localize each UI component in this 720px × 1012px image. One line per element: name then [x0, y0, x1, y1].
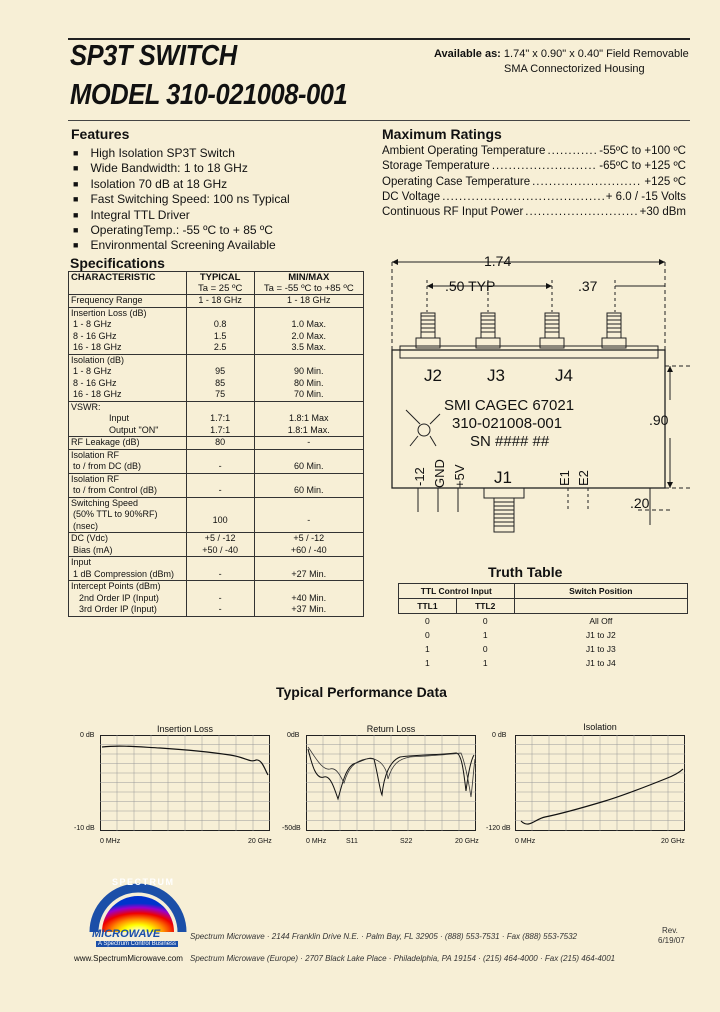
features-title: Features — [71, 126, 130, 142]
feature-item: ■ OperatingTemp.: -55 ºC to + 85 ºC — [73, 223, 290, 238]
feature-item: ■ Integral TTL Driver — [73, 208, 290, 223]
rating-value: + 6.0 / -15 Volts — [605, 190, 686, 203]
availability-housing: SMA Connectorized Housing — [504, 63, 645, 75]
spec-cell — [186, 307, 254, 319]
spec-table — [68, 271, 364, 617]
chart1-xl: 0 MHz — [100, 838, 121, 845]
footer-address-europe: Spectrum Microwave (Europe) · 2707 Black Lake Place · Philadelphia, PA 19154 · (215) 464-4000 · Fax (215) 464-4001 — [190, 954, 616, 963]
rating-label: Operating Case Temperature — [382, 175, 531, 188]
spec-cell — [254, 581, 363, 593]
truth-row — [399, 656, 688, 670]
spec-cell — [254, 497, 363, 509]
spec-cell: 1.8:1 Max. — [254, 425, 363, 437]
dim-width: 1.74 — [484, 253, 512, 269]
spec-cell: (50% TTL to 90%RF) (nsec) — [69, 509, 187, 533]
spec-cell: 16 - 18 GHz — [69, 389, 187, 401]
availability-note — [434, 47, 689, 61]
spec-header: TYPICAL — [186, 272, 254, 284]
pin-label-e1: E1 — [557, 470, 572, 486]
footer-rev: Rev. — [662, 926, 678, 935]
spec-cell: to / from DC (dB) — [69, 461, 187, 473]
spec-cell: 2.5 — [186, 342, 254, 354]
spec-row — [69, 342, 364, 354]
spec-subheader-row — [69, 283, 364, 295]
spec-cell: +5 / -12 — [186, 533, 254, 545]
truth-cell: 0 — [482, 644, 488, 654]
truth-row — [399, 628, 688, 642]
spec-cell: +50 / -40 — [186, 545, 254, 557]
spec-cell — [186, 497, 254, 509]
spec-cell: Output "ON" — [69, 425, 187, 437]
truth-header-ttl: TTL Control Input — [399, 584, 515, 599]
spec-cell: Input — [69, 557, 187, 569]
spec-cell: 1.5 — [186, 331, 254, 343]
spec-cell — [186, 401, 254, 413]
spec-cell: +37 Min. — [254, 604, 363, 616]
spec-cell — [186, 354, 254, 366]
chart3-ytop: 0 dB — [492, 732, 507, 739]
spec-cell — [254, 401, 363, 413]
chart2-xr: 20 GHz — [455, 838, 479, 845]
spec-cell: 1.7:1 — [186, 425, 254, 437]
spec-header-row — [69, 272, 364, 284]
spec-cell: 90 Min. — [254, 366, 363, 378]
insertion-loss-chart — [100, 735, 270, 831]
availability-label: Available as: — [434, 48, 501, 60]
spec-row — [69, 509, 364, 533]
spec-row — [69, 533, 364, 545]
spec-cell — [254, 473, 363, 485]
spec-cell: 1 - 8 GHz — [69, 319, 187, 331]
spec-row — [69, 378, 364, 390]
spec-row — [69, 581, 364, 593]
footer-address-us: Spectrum Microwave · 2144 Franklin Drive N.E. · Palm Bay, FL 32905 · (888) 553-7531 · Fax (888) 553-7532 — [190, 932, 577, 941]
feature-item: ■ Environmental Screening Available — [73, 238, 290, 253]
spec-row — [69, 413, 364, 425]
spec-row — [69, 331, 364, 343]
spec-cell: 1.8:1 Max — [254, 413, 363, 425]
chart1-ybot: -10 dB — [74, 825, 95, 832]
rating-value: +125 ºC — [644, 175, 686, 188]
rating-label: DC Voltage — [382, 190, 441, 203]
spec-subheader: Ta = -55 ºC to +85 ºC — [254, 283, 363, 295]
truth-sub-ttl2: TTL2 — [456, 599, 514, 614]
spec-row — [69, 366, 364, 378]
truth-cell: 0 — [425, 630, 430, 640]
spec-cell: +27 Min. — [254, 569, 363, 581]
spec-row — [69, 497, 364, 509]
truth-cell: 1 — [425, 644, 430, 654]
spec-cell — [254, 557, 363, 569]
spec-cell — [254, 449, 363, 461]
spec-row — [69, 473, 364, 485]
spec-cell: Switching Speed — [69, 497, 187, 509]
pin-label-m12: -12 — [412, 467, 427, 486]
spec-cell: Insertion Loss (dB) — [69, 307, 187, 319]
spec-row — [69, 307, 364, 319]
spec-cell — [254, 354, 363, 366]
spec-cell: Input — [69, 413, 187, 425]
pin-label-e2: E2 — [576, 470, 591, 486]
spec-cell: 2nd Order IP (Input) — [69, 593, 187, 605]
spec-row — [69, 569, 364, 581]
rating-row — [382, 159, 686, 174]
ratings-block — [382, 126, 686, 220]
rating-row — [382, 190, 686, 205]
chart2-ytop: 0dB — [287, 732, 300, 739]
rating-label: Ambient Operating Temperature — [382, 145, 546, 157]
spec-cell: 2.0 Max. — [254, 331, 363, 343]
chart3-xr: 20 GHz — [661, 838, 685, 845]
spec-row — [69, 401, 364, 413]
spec-cell: - — [186, 593, 254, 605]
spec-row — [69, 557, 364, 569]
ratings-title: Maximum Ratings — [382, 126, 502, 142]
pin-label-p5v: +5V — [452, 464, 467, 488]
spec-header: MIN/MAX — [254, 272, 363, 284]
label-cagec: SMI CAGEC 67021 — [444, 397, 575, 414]
port-j1: J1 — [494, 468, 512, 487]
truth-sub-ttl1: TTL1 — [399, 599, 457, 614]
spec-cell: 95 — [186, 366, 254, 378]
spec-cell: - — [254, 509, 363, 533]
spec-cell: DC (Vdc) — [69, 533, 187, 545]
rating-value: +30 dBm — [639, 206, 686, 219]
spec-cell: 0.8 — [186, 319, 254, 331]
dim-height: .90 — [649, 412, 669, 428]
spec-cell: 1 - 18 GHz — [254, 295, 363, 308]
footer-date: 6/19/07 — [658, 936, 685, 945]
chart-title-return-loss: Return Loss — [366, 724, 416, 734]
spec-cell: 100 — [186, 509, 254, 533]
chart2-xl: 0 MHz — [306, 838, 327, 845]
spec-row — [69, 545, 364, 557]
chart-title-isolation: Isolation — [583, 722, 617, 732]
specs-title: Specifications — [70, 255, 165, 271]
spec-cell: +60 / -40 — [254, 545, 363, 557]
spec-cell: to / from Control (dB) — [69, 485, 187, 497]
spec-cell: 1 - 18 GHz — [186, 295, 254, 308]
truth-header-position: Switch Position — [514, 584, 687, 599]
spec-cell: +5 / -12 — [254, 533, 363, 545]
spec-row — [69, 295, 364, 308]
spec-cell: Isolation (dB) — [69, 354, 187, 366]
spec-cell: 85 — [186, 378, 254, 390]
port-j4: J4 — [555, 366, 573, 385]
spec-row — [69, 604, 364, 616]
performance-title: Typical Performance Data — [276, 684, 447, 700]
dim-pin: .20 — [630, 495, 650, 511]
truth-cell: J1 to J4 — [585, 658, 616, 668]
spec-cell: 80 Min. — [254, 378, 363, 390]
rating-label: Storage Temperature — [382, 160, 490, 173]
spec-body — [69, 295, 364, 617]
spec-subheader: Ta = 25 ºC — [186, 283, 254, 295]
spec-cell — [186, 473, 254, 485]
truth-title: Truth Table — [488, 564, 563, 580]
truth-cell: 1 — [425, 658, 430, 668]
spec-row — [69, 319, 364, 331]
truth-cell: All Off — [589, 616, 613, 626]
truth-cell: 1 — [482, 658, 488, 668]
feature-item: ■ Wide Bandwidth: 1 to 18 GHz — [73, 161, 290, 176]
truth-cell: J1 to J3 — [585, 644, 616, 654]
rating-row — [382, 205, 686, 220]
spec-cell: 8 - 16 GHz — [69, 378, 187, 390]
pin-label-gnd: GND — [432, 459, 447, 488]
spec-cell — [186, 557, 254, 569]
rating-row — [382, 175, 686, 190]
model-number: MODEL 310-021008-001 — [70, 79, 348, 111]
section-rule — [68, 120, 690, 121]
rating-label: Continuous RF Input Power — [382, 206, 524, 219]
spec-cell — [186, 581, 254, 593]
spec-cell: 1.7:1 — [186, 413, 254, 425]
spec-row — [69, 437, 364, 450]
logo-text-top: SPECTRUM — [112, 877, 175, 887]
spec-cell: 3.5 Max. — [254, 342, 363, 354]
spec-cell: - — [254, 437, 363, 450]
spec-cell: Isolation RF — [69, 473, 187, 485]
feature-item: ■ Isolation 70 dB at 18 GHz — [73, 177, 290, 192]
truth-row — [399, 614, 688, 629]
chart1-ytop: 0 dB — [80, 732, 95, 739]
spec-cell: +40 Min. — [254, 593, 363, 605]
connector-j2 — [416, 313, 440, 348]
truth-table — [398, 583, 688, 670]
spec-cell — [254, 307, 363, 319]
spec-header: CHARACTERISTIC — [69, 272, 187, 284]
truth-row — [399, 642, 688, 656]
isolation-trace — [521, 769, 683, 824]
chart1-xr: 20 GHz — [248, 838, 272, 845]
rating-value: -55ºC to +100 ºC — [599, 145, 686, 157]
spec-cell: VSWR: — [69, 401, 187, 413]
footer-website[interactable]: www.SpectrumMicrowave.com — [74, 954, 183, 963]
truth-cell: 0 — [482, 616, 488, 626]
label-model: 310-021008-001 — [452, 415, 563, 432]
spec-cell: - — [186, 461, 254, 473]
spec-cell: - — [186, 485, 254, 497]
spec-cell: 1 dB Compression (dBm) — [69, 569, 187, 581]
rating-row — [382, 144, 686, 159]
chart3-ybot: -120 dB — [486, 825, 511, 832]
return-loss-chart — [306, 735, 476, 831]
chart-title-insertion-loss: Insertion Loss — [156, 724, 214, 734]
s22-trace — [308, 747, 475, 797]
port-j3: J3 — [487, 366, 505, 385]
chart2-xm2: S22 — [400, 838, 413, 845]
spec-row — [69, 389, 364, 401]
spec-subheader — [69, 283, 187, 295]
features-list — [73, 146, 290, 254]
spec-row — [69, 485, 364, 497]
isolation-chart — [515, 735, 685, 831]
feature-item: ■ High Isolation SP3T Switch — [73, 146, 290, 161]
spec-row — [69, 593, 364, 605]
spec-cell: 70 Min. — [254, 389, 363, 401]
truth-cell: 0 — [425, 616, 430, 626]
spec-cell: 80 — [186, 437, 254, 450]
spec-cell: 1.0 Max. — [254, 319, 363, 331]
truth-cell: J1 to J2 — [585, 630, 616, 640]
spec-row — [69, 449, 364, 461]
spec-cell: - — [186, 604, 254, 616]
spec-cell: Isolation RF — [69, 449, 187, 461]
spec-cell: 8 - 16 GHz — [69, 331, 187, 343]
port-j2: J2 — [424, 366, 442, 385]
spec-cell: - — [186, 569, 254, 581]
spec-cell: 1 - 8 GHz — [69, 366, 187, 378]
spec-cell: RF Leakage (dB) — [69, 437, 187, 450]
truth-header-row — [399, 584, 688, 599]
availability-dimensions: 1.74" x 0.90" x 0.40" Field Removable — [503, 48, 689, 60]
spec-cell: 60 Min. — [254, 461, 363, 473]
spec-row — [69, 354, 364, 366]
logo-text-sub: A Spectrum Control Business — [98, 941, 177, 947]
dim-pitch: .50 TYP — [445, 278, 496, 294]
dim-edge: .37 — [578, 278, 598, 294]
spec-row — [69, 461, 364, 473]
spec-row — [69, 425, 364, 437]
rating-value: -65ºC to +125 ºC — [599, 160, 686, 173]
spec-cell: Frequency Range — [69, 295, 187, 308]
spec-cell: 3rd Order IP (Input) — [69, 604, 187, 616]
spec-cell: 60 Min. — [254, 485, 363, 497]
spec-cell: Intercept Points (dBm) — [69, 581, 187, 593]
logo-text-mid: MICROWAVE — [92, 928, 161, 940]
chart2-xm: S11 — [346, 838, 358, 845]
product-title: SP3T SWITCH — [70, 40, 237, 72]
spec-cell: Bias (mA) — [69, 545, 187, 557]
truth-subheader-row — [399, 599, 688, 614]
spec-cell — [186, 449, 254, 461]
spec-cell: 16 - 18 GHz — [69, 342, 187, 354]
spec-cell: 75 — [186, 389, 254, 401]
chart3-xl: 0 MHz — [515, 838, 536, 845]
truth-cell: 1 — [482, 630, 488, 640]
label-serial: SN #### ## — [470, 433, 550, 450]
chart2-ybot: -50dB — [282, 825, 301, 832]
feature-item: ■ Fast Switching Speed: 100 ns Typical — [73, 192, 290, 207]
